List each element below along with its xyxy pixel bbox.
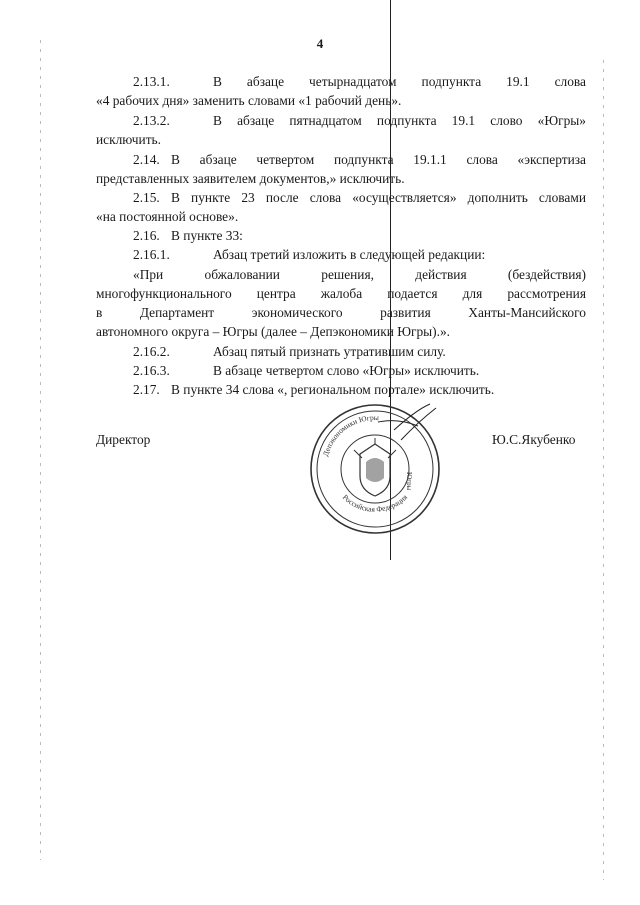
- item-number: 2.17.: [133, 382, 160, 397]
- handwritten-signature-icon: [378, 404, 436, 440]
- paragraph-line: [133, 190, 586, 206]
- seal-bottom-text: Российская Федерация: [340, 492, 410, 514]
- item-number: 2.16.: [133, 228, 160, 243]
- paragraph-line: [133, 382, 494, 398]
- paragraph-line: [133, 113, 586, 129]
- seal-side-text: Югры: [405, 472, 413, 491]
- item-text: В пункте 34 слова «, региональном портале» исключить.: [171, 382, 495, 397]
- page-number: 4: [316, 36, 324, 51]
- item-text: В абзаце четвертом подпункта 19.1.1 слова «экспертиза: [171, 152, 586, 167]
- item-number: 2.16.3.: [133, 363, 170, 378]
- item-text: В абзаце четырнадцатом подпункта 19.1 слова: [213, 74, 586, 89]
- paragraph-line: [133, 228, 243, 244]
- paragraph-line: [133, 344, 446, 360]
- item-number: 2.13.1.: [133, 74, 170, 89]
- item-text: В пункте 33:: [171, 228, 243, 243]
- paragraph-line: [133, 152, 586, 168]
- item-text: Абзац пятый признать утратившим силу.: [213, 344, 446, 359]
- seal-ring-text: Депэкономики Югры: [320, 412, 379, 458]
- item-number: 2.16.1.: [133, 247, 170, 262]
- paragraph-line: [133, 247, 485, 263]
- quote-line: многофункционального центра жалоба подается для рассмотрения: [96, 286, 586, 301]
- emblem-crest-icon: [366, 458, 384, 482]
- item-number: 2.16.2.: [133, 344, 170, 359]
- margin-mark-left: [40, 40, 41, 860]
- paragraph-line: «4 рабочих дня» заменить словами «1 рабочий день».: [96, 93, 402, 108]
- item-text: В пункте 23 после слова «осуществляется» дополнить словами: [171, 190, 586, 205]
- item-number: 2.15.: [133, 190, 160, 205]
- paragraph-line: «на постоянной основе».: [96, 209, 239, 224]
- item-number: 2.13.2.: [133, 113, 170, 128]
- item-text: В абзаце четвертом слово «Югры» исключить.: [213, 363, 480, 378]
- signatory-name: Ю.С.Якубенко: [492, 432, 576, 447]
- signatory-title: Директор: [96, 432, 151, 447]
- quote-line: «При обжаловании решения, действия (бездействия): [133, 267, 586, 282]
- item-text: В абзаце пятнадцатом подпункта 19.1 слово «Югры»: [213, 113, 586, 128]
- paragraph-line: исключить.: [96, 132, 161, 147]
- official-seal-stamp: [306, 400, 444, 538]
- paragraph-line: [133, 74, 586, 90]
- item-number: 2.14.: [133, 152, 160, 167]
- margin-mark-right: [603, 60, 604, 880]
- quote-line: в Департамент экономического развития Ханты-Мансийского: [96, 305, 586, 320]
- paragraph-line: представленных заявителем документов,» исключить.: [96, 171, 405, 186]
- item-text: Абзац третий изложить в следующей редакции:: [213, 247, 486, 262]
- paragraph-line: [133, 363, 479, 379]
- quote-line: автономного округа – Югры (далее – Депэкономики Югры).».: [96, 324, 451, 339]
